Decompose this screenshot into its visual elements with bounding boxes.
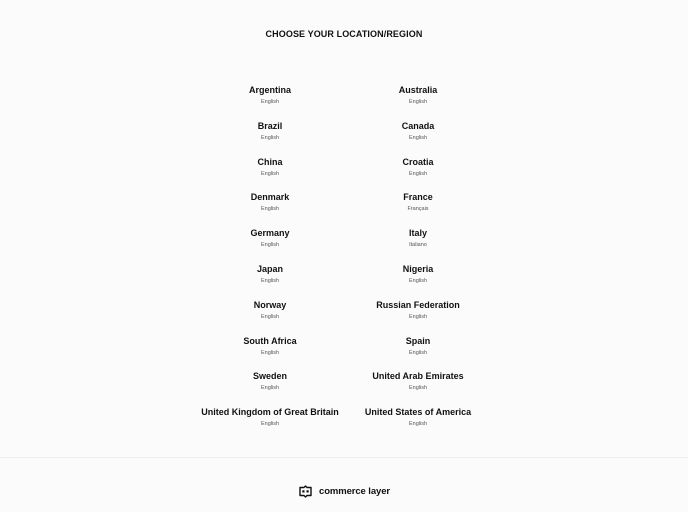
market-item-croatia[interactable]: [344, 156, 492, 192]
market-item-denmark[interactable]: [196, 191, 344, 227]
market-list: [196, 84, 492, 442]
market-language: English: [408, 349, 428, 356]
market-item-south-africa[interactable]: [196, 335, 344, 371]
market-language: English: [260, 421, 280, 428]
market-country: Australia: [398, 85, 438, 95]
footer-divider: [0, 457, 688, 458]
market-item-sweden[interactable]: [196, 370, 344, 406]
market-country: Spain: [405, 335, 431, 346]
market-language: Italiano: [409, 242, 427, 249]
market-item-france[interactable]: [344, 191, 492, 227]
market-language: English: [408, 134, 428, 141]
market-item-united-arab-emirates[interactable]: [344, 370, 492, 406]
market-item-italy[interactable]: [344, 227, 492, 263]
market-item-argentina[interactable]: [196, 84, 344, 120]
market-language: English: [260, 242, 280, 249]
commerce-layer-logo-icon: [298, 484, 313, 499]
market-language: English: [408, 385, 428, 392]
market-language: English: [260, 134, 280, 141]
market-language: English: [408, 421, 428, 428]
market-language: English: [408, 99, 428, 105]
brand-name: commerce layer: [319, 486, 390, 497]
market-language: English: [260, 349, 280, 356]
market-country: Canada: [401, 120, 435, 131]
market-item-germany[interactable]: [196, 227, 344, 263]
market-item-norway[interactable]: [196, 299, 344, 335]
market-item-brazil[interactable]: [196, 120, 344, 156]
market-item-spain[interactable]: [344, 335, 492, 371]
market-country: Germany: [250, 228, 290, 239]
market-language: English: [260, 206, 280, 213]
market-language: Français: [407, 206, 429, 213]
market-country: Sweden: [252, 371, 287, 382]
market-item-russian-federation[interactable]: [344, 299, 492, 335]
market-item-australia[interactable]: [344, 84, 492, 120]
market-country: United Kingdom of Great Britain: [201, 407, 339, 418]
market-country: France: [403, 192, 433, 203]
market-language: English: [260, 313, 280, 320]
market-language: English: [260, 277, 280, 284]
market-item-china[interactable]: [196, 156, 344, 192]
market-country: Norway: [253, 299, 287, 310]
market-item-japan[interactable]: [196, 263, 344, 299]
market-country: Nigeria: [402, 263, 434, 274]
market-country: United States of America: [364, 407, 472, 418]
market-language: English: [408, 170, 428, 177]
market-country: United Arab Emirates: [372, 371, 464, 382]
market-country: Japan: [256, 263, 283, 274]
market-language: English: [260, 385, 280, 392]
market-country: China: [257, 156, 283, 167]
market-country: Russian Federation: [376, 299, 460, 310]
footer: [0, 484, 688, 499]
market-language: English: [408, 313, 428, 320]
market-country: Brazil: [257, 120, 283, 131]
market-language: English: [260, 170, 280, 177]
market-country: Argentina: [248, 85, 291, 95]
market-country: Croatia: [402, 156, 434, 167]
page-title: CHOOSE YOUR LOCATION/REGION: [265, 29, 423, 39]
market-item-united-states[interactable]: [344, 406, 492, 442]
market-item-united-kingdom[interactable]: [196, 406, 344, 442]
market-country: South Africa: [243, 335, 297, 346]
market-item-canada[interactable]: [344, 120, 492, 156]
market-language: English: [408, 277, 428, 284]
market-item-nigeria[interactable]: [344, 263, 492, 299]
market-language: English: [260, 99, 280, 105]
market-country: Denmark: [250, 192, 290, 203]
market-country: Italy: [408, 228, 427, 239]
